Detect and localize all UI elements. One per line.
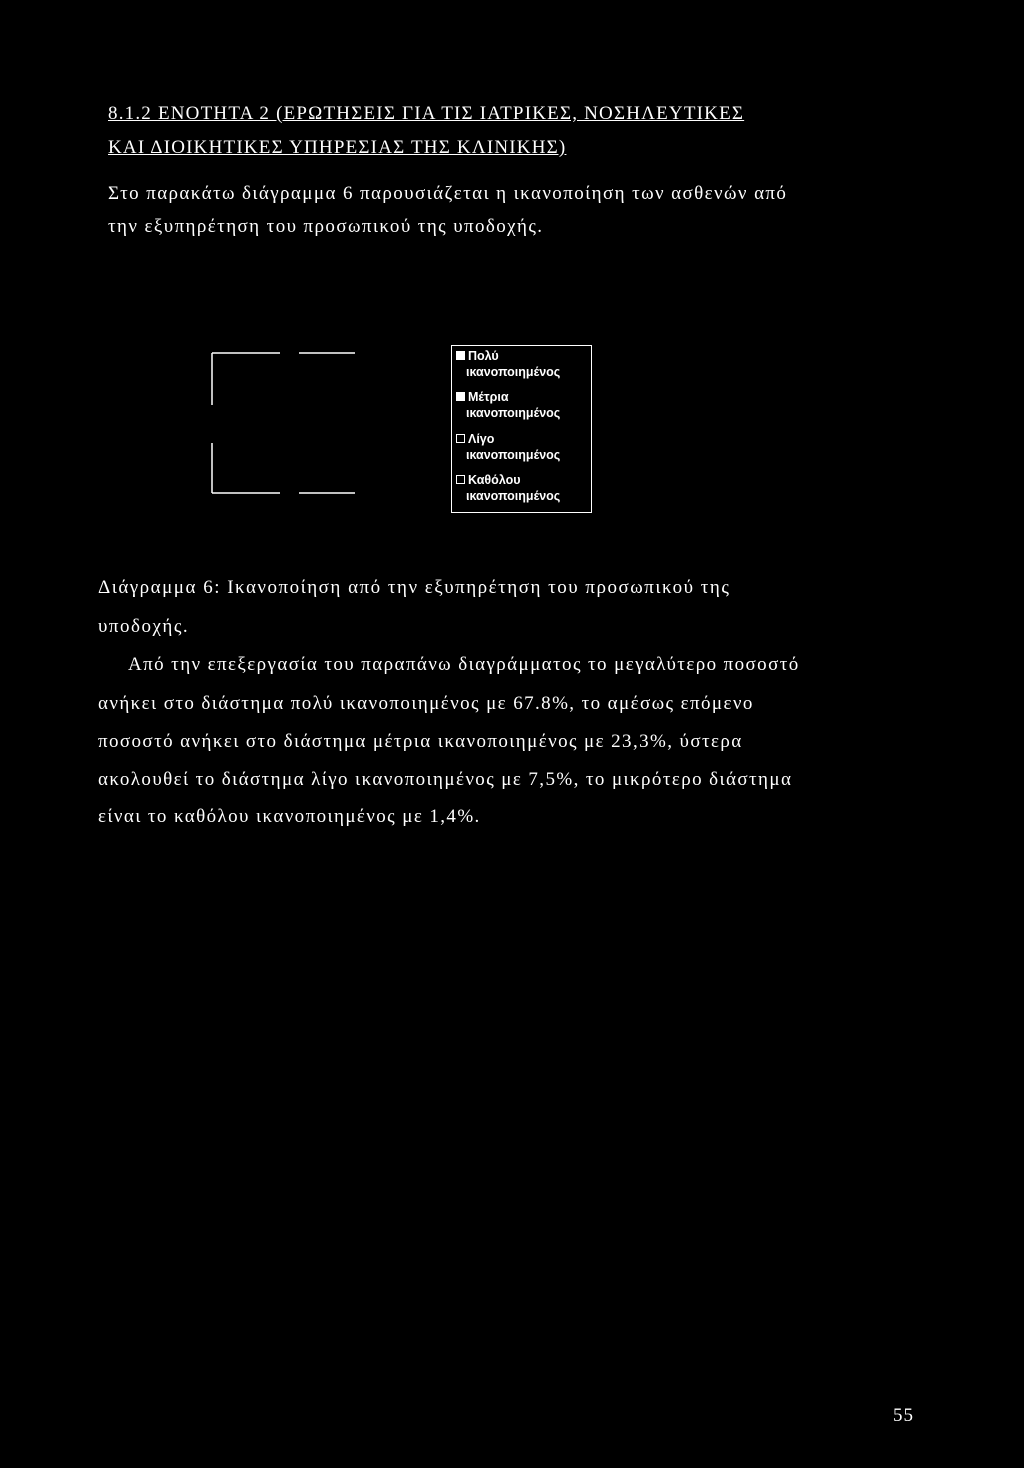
analysis-line-2: ανήκει στο διάστημα πολύ ικανοποιημένος με 67.8%, το αμέσως επόμενο (98, 693, 754, 714)
legend-swatch-filled-icon (456, 392, 465, 401)
intro-line-2: την εξυπηρέτηση του προσωπικού της υποδοχής. (108, 216, 544, 237)
chart-area (205, 345, 595, 515)
legend-label-line2: ικανοποιημένος (466, 365, 561, 379)
intro-line-1: Στο παρακάτω διάγραμμα 6 παρουσιάζεται η ικανοποίηση των ασθενών από (108, 183, 788, 204)
analysis-line-1: Από την επεξεργασία του παραπάνω διαγράμματος το μεγαλύτερο ποσοστό (128, 654, 800, 675)
legend-item-very-satisfied (456, 348, 590, 380)
chart-legend (451, 345, 592, 513)
legend-label-line2: ικανοποιημένος (466, 448, 561, 462)
legend-swatch-empty-icon (456, 434, 465, 443)
legend-label: Μέτρια (468, 390, 509, 404)
legend-item-slightly-satisfied (456, 431, 590, 463)
chart-plot-frame (205, 345, 455, 515)
figure-caption-line2: υποδοχής. (98, 616, 190, 637)
legend-label-line2: ικανοποιημένος (466, 489, 561, 503)
analysis-line-4: ακολουθεί το διάστημα λίγο ικανοποιημένος με 7,5%, το μικρότερο διάστημα (98, 769, 793, 790)
legend-label: Λίγο (468, 432, 495, 446)
legend-label: Καθόλου (468, 473, 521, 487)
legend-swatch-filled-icon (456, 351, 465, 360)
section-heading-line1: 8.1.2 ΕΝΟΤΗΤΑ 2 (ΕΡΩΤΗΣΕΙΣ ΓΙΑ ΤΙΣ ΙΑΤΡΙΚΕΣ, ΝΟΣΗΛΕΥΤΙΚΕΣ (108, 103, 745, 124)
legend-item-not-satisfied (456, 472, 590, 504)
page-number: 55 (893, 1405, 914, 1426)
analysis-line-3: ποσοστό ανήκει στο διάστημα μέτρια ικανοποιημένος με 23,3%, ύστερα (98, 731, 743, 752)
legend-item-moderately-satisfied (456, 389, 590, 421)
legend-swatch-empty-icon (456, 475, 465, 484)
figure-caption-line1: Διάγραμμα 6: Ικανοποίηση από την εξυπηρέτηση του προσωπικού της (98, 577, 731, 598)
section-heading-line2: ΚΑΙ ΔΙΟΙΚΗΤΙΚΕΣ ΥΠΗΡΕΣΙΑΣ ΤΗΣ ΚΛΙΝΙΚΗΣ) (108, 137, 567, 158)
legend-label: Πολύ (468, 349, 499, 363)
analysis-line-5: είναι το καθόλου ικανοποιημένος με 1,4%. (98, 806, 481, 827)
legend-label-line2: ικανοποιημένος (466, 406, 561, 420)
